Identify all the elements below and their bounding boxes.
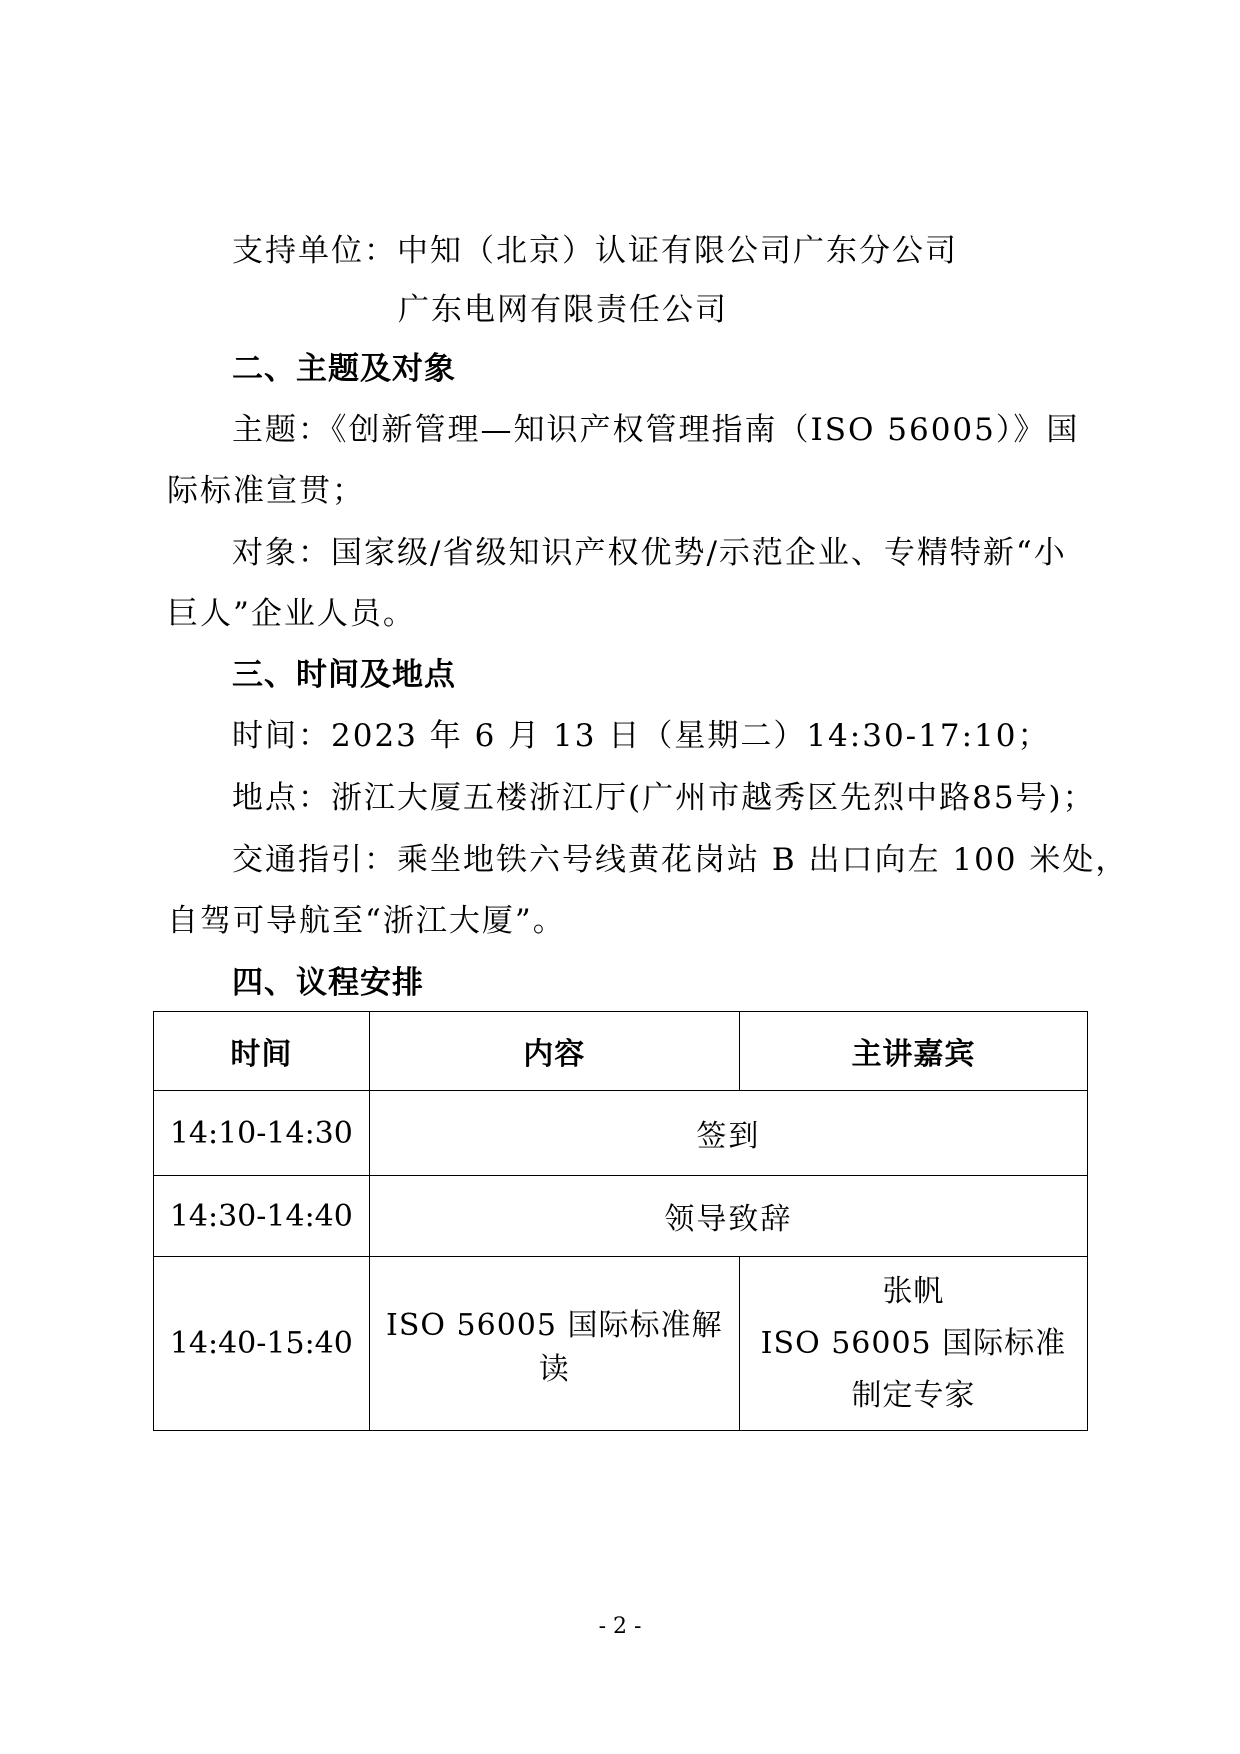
header-time: 时间: [154, 1012, 370, 1091]
transport-line-2: 自驾可导航至“浙江大厦”。: [167, 903, 566, 939]
speaker-name: 张帆: [882, 1273, 945, 1309]
header-speaker: 主讲嘉宾: [739, 1012, 1087, 1091]
page-number: - 2 -: [598, 1614, 642, 1639]
audience-line-2: 巨人”企业人员。: [167, 596, 416, 632]
speaker-title-line-2: 制定专家: [851, 1377, 976, 1413]
time-line: 时间：2023 年 6 月 13 日（星期二）14:30-17:10；: [232, 718, 1051, 754]
place-line: 地点：浙江大厦五楼浙江厅(广州市越秀区先烈中路85号)；: [232, 780, 1096, 816]
transport-line-1: 交通指引：乘坐地铁六号线黄花岗站 B 出口向左 100 米处，: [232, 842, 1129, 878]
topic-line-1: 主题：《创新管理—知识产权管理指南（ISO 56005）》国: [232, 412, 1080, 448]
row-time: 14:10-14:30: [154, 1091, 370, 1176]
agenda-header-row: [154, 1012, 1088, 1091]
row-content: 领导致辞: [369, 1176, 1087, 1257]
topic-line-2: 际标准宣贯；: [167, 473, 365, 509]
audience-line-1: 对象：国家级/省级知识产权优势/示范企业、专精特新“小: [232, 535, 1067, 571]
table-row: [154, 1176, 1088, 1257]
support-line-2: 广东电网有限责任公司: [398, 292, 728, 328]
section-4-heading: 四、议程安排: [232, 965, 424, 1001]
header-content: 内容: [369, 1012, 739, 1091]
row-time: 14:30-14:40: [154, 1176, 370, 1257]
agenda-table: [153, 1011, 1088, 1431]
table-row: [154, 1091, 1088, 1176]
support-line-1: 支持单位：中知（北京）认证有限公司广东分公司: [232, 233, 958, 269]
row-content: 签到: [369, 1091, 1087, 1176]
section-3-heading: 三、时间及地点: [232, 657, 456, 693]
row-time: 14:40-15:40: [154, 1257, 370, 1431]
row-content: ISO 56005 国际标准解读: [369, 1257, 739, 1431]
table-row: [154, 1257, 1088, 1431]
row-speaker: [739, 1257, 1087, 1431]
speaker-title-line-1: ISO 56005 国际标准: [760, 1325, 1067, 1361]
section-2-heading: 二、主题及对象: [232, 351, 456, 387]
